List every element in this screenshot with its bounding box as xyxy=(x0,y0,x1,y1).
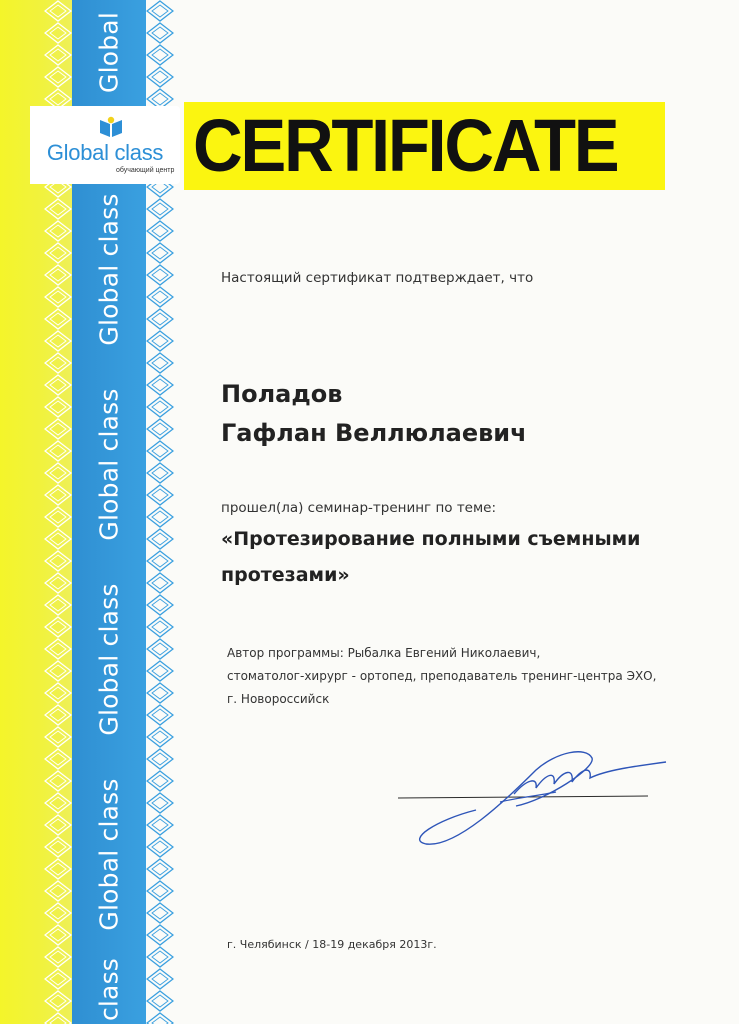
course-topic-line1: «Протезирование полными съемными xyxy=(221,528,641,550)
band-word: Global xyxy=(94,12,124,93)
place-date: г. Челябинск / 18-19 декабря 2013г. xyxy=(227,938,437,951)
author-line2: стоматолог-хирург - ортопед, преподаватель тренинг-центра ЭХО, xyxy=(227,669,657,683)
intro-text: Настоящий сертификат подтверждает, что xyxy=(221,270,534,286)
recipient-surname: Поладов xyxy=(221,380,343,408)
logo-name: Global class xyxy=(46,140,164,165)
band-word: Global class xyxy=(94,583,124,736)
band-word: Global class xyxy=(94,388,124,541)
author-line3: г. Новороссийск xyxy=(227,692,330,706)
recipient-given-name: Гафлан Веллюлаевич xyxy=(221,419,527,447)
signature xyxy=(396,740,672,848)
band-word: class xyxy=(94,957,124,1022)
logo-subtitle: обучающий центр xyxy=(116,167,175,174)
certificate-title: CERTIFICATE xyxy=(193,104,618,187)
band-word: Global class xyxy=(94,193,124,346)
course-topic-line2: протезами» xyxy=(221,564,350,586)
band-word: Global class xyxy=(94,778,124,931)
author-line1: Автор программы: Рыбалка Евгений Николаевич, xyxy=(227,646,541,660)
logo xyxy=(30,106,180,184)
course-intro: прошел(ла) семинар-тренинг по теме: xyxy=(221,500,497,516)
book-emblem-icon xyxy=(98,116,124,138)
